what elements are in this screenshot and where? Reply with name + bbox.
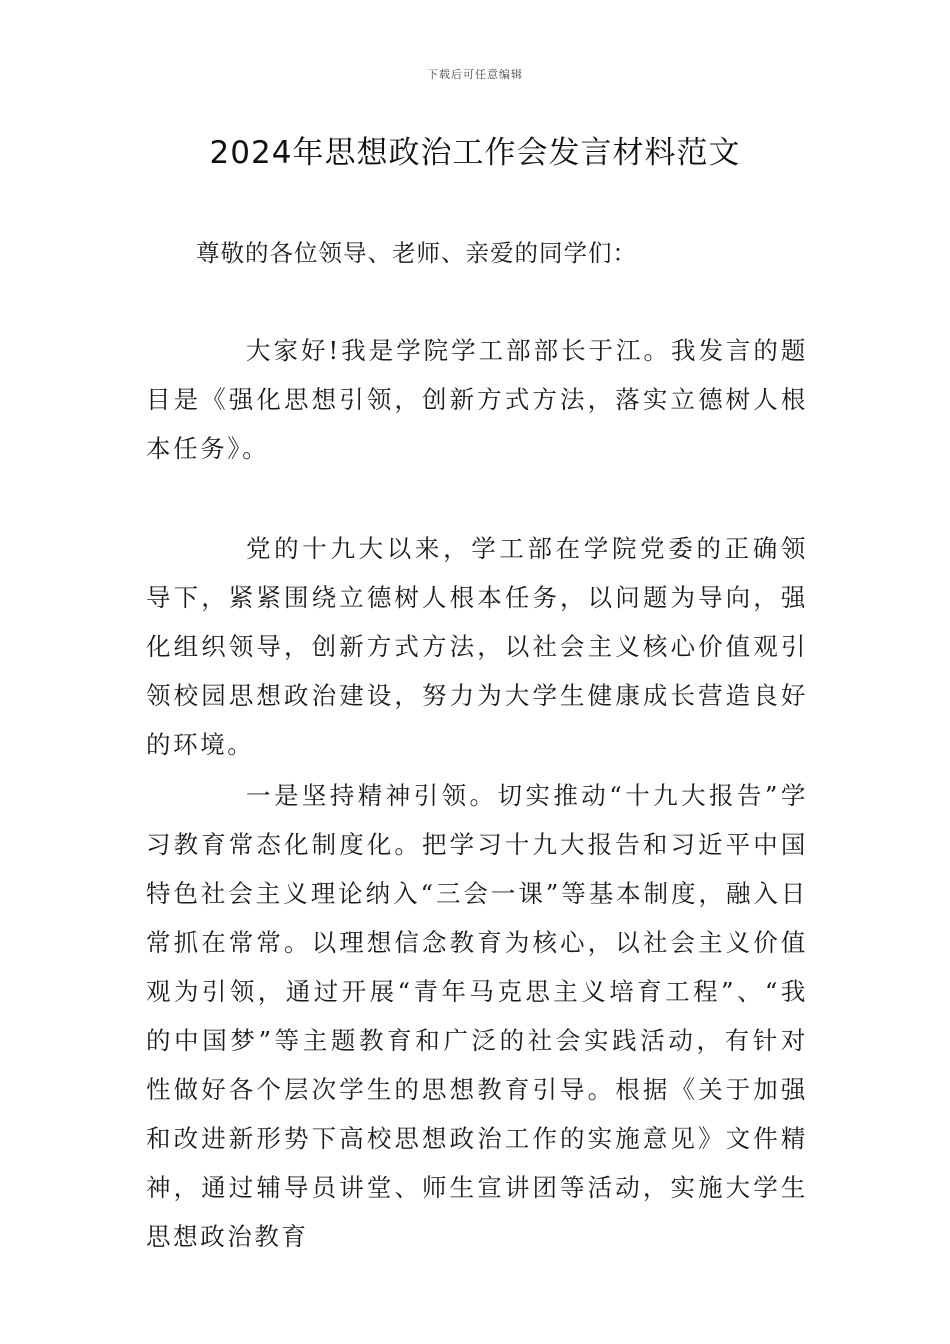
body-paragraph-1: 大家好!我是学院学工部部长于江。我发言的题目是《强化思想引领，创新方式方法，落实立德树人根本任务》。 bbox=[146, 336, 808, 463]
body-paragraph-3: 一是坚持精神引领。切实推动“十九大报告”学习教育常态化制度化。把学习十九大报告和习近平中国特色社会主义理论纳入“三会一课”等基本制度，融入日常抓在常常。以理想信念教育为核心，以社会主义价值观为引领，通过开展“青年马克思主义培育工程”、“我的中国梦”等主题教育和广泛的社会实践活动，有针对性做好各个层次学生的思想教育引导。根据《关于加强和改进新形势下高校思想政治工作的实施意见》文件精神，通过辅导员讲堂、师生宣讲团等活动，实施大学生思想政治教育 bbox=[146, 781, 808, 1251]
header-note: 下载后可任意编辑 bbox=[427, 68, 523, 81]
document-title: 2024年思想政治工作会发言材料范文 bbox=[209, 135, 741, 171]
body-paragraph-2: 党的十九大以来，学工部在学院党委的正确领导下，紧紧围绕立德树人根本任务，以问题为导向，强化组织领导，创新方式方法，以社会主义核心价值观引领校园思想政治建设，努力为大学生健康成长营造良好的环境。 bbox=[146, 534, 808, 759]
salutation: 尊敬的各位领导、老师、亲爱的同学们： bbox=[196, 239, 637, 267]
